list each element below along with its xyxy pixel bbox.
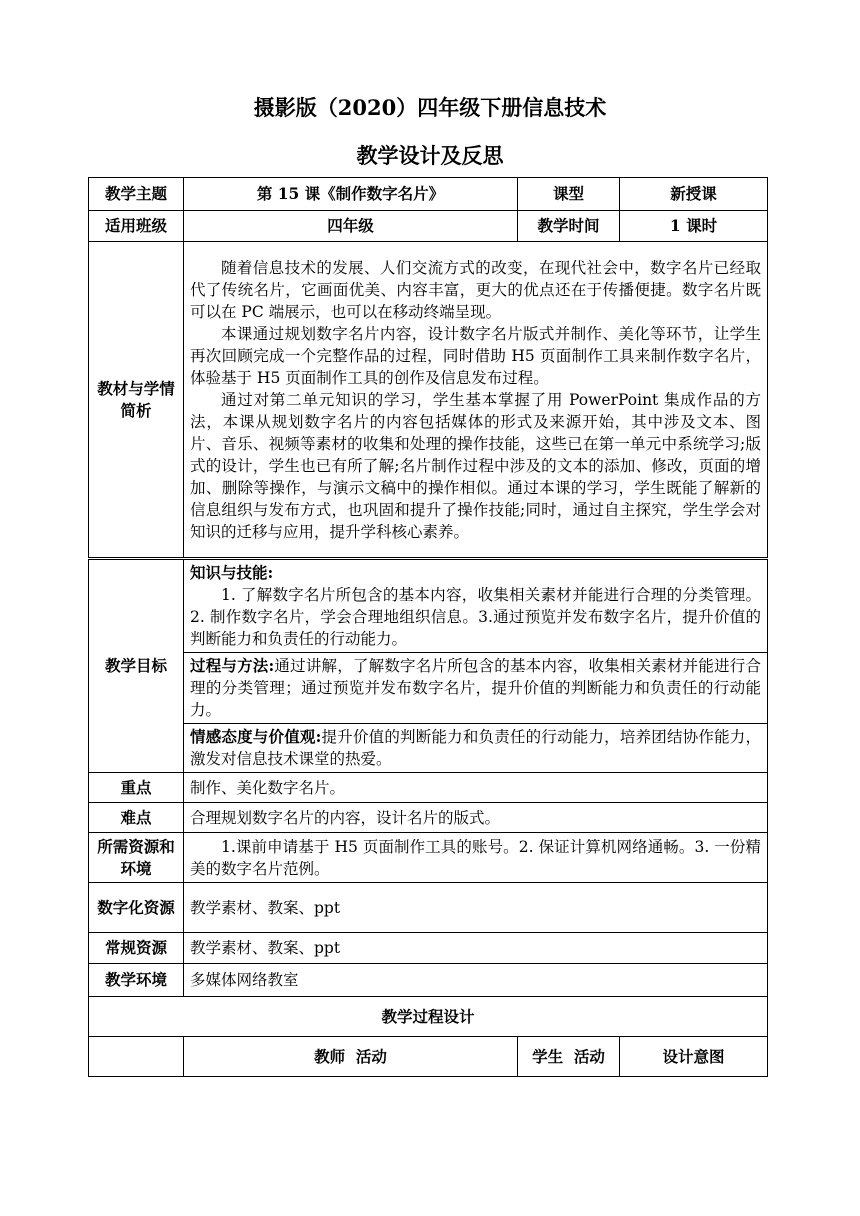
label-class: 适用班级 bbox=[89, 211, 184, 242]
process-student: 学生 活动 bbox=[518, 1037, 620, 1077]
row-goal-knowledge bbox=[89, 559, 768, 653]
value-type: 新授课 bbox=[620, 178, 768, 211]
process-teacher: 教师 活动 bbox=[184, 1037, 518, 1077]
process-blank-cell bbox=[89, 1037, 184, 1077]
row-class bbox=[89, 211, 768, 242]
goal-emotion-text: 提升价值的判断能力和负责任的行动能力，培养团结协作能力，激发对信息技术课堂的热爱。 bbox=[190, 728, 761, 768]
label-digital: 数字化资源 bbox=[89, 883, 184, 933]
row-digital bbox=[89, 883, 768, 933]
label-topic: 教学主题 bbox=[89, 178, 184, 211]
label-regular: 常规资源 bbox=[89, 933, 184, 964]
goal-emotion bbox=[184, 724, 768, 773]
goal-process bbox=[184, 653, 768, 724]
value-time: 1 课时 bbox=[620, 211, 768, 242]
value-key: 制作、美化数字名片。 bbox=[184, 773, 768, 803]
value-digital: 教学素材、教案、ppt bbox=[184, 883, 768, 933]
label-key: 重点 bbox=[89, 773, 184, 803]
value-difficulty: 合理规划数字名片的内容，设计名片的版式。 bbox=[184, 803, 768, 833]
row-topic bbox=[89, 178, 768, 211]
goal-process-title: 过程与方法: bbox=[190, 656, 275, 675]
analysis-paragraph-3: 通过对第二单元知识的学习，学生基本掌握了用 PowerPoint 集成作品的方法，本课从规划数字名片的内容包括媒体的形式及来源开始，其中涉及文本、图片、音乐、视频等素材的收集和处理的操作技能，这些已在第一单元中系统学习;版式的设计，学生也已有所了解;名片制作过程中涉及的文本的添加、修改，页面的增加、删除等操作，与演示文稿中的操作相似。通过本课的学习，学生既能了解新的信息组织与发布方式，也巩固和提升了操作技能;同时，通过自主探究，学生学会对知识的迁移与应用，提升学科核心素养。 bbox=[190, 390, 761, 541]
row-process-title bbox=[89, 997, 768, 1037]
value-topic: 第 15 课《制作数字名片》 bbox=[184, 178, 518, 211]
goal-knowledge bbox=[184, 559, 768, 653]
process-title: 教学过程设计 bbox=[89, 997, 768, 1037]
resources-text: 1.课前申请基于 H5 页面制作工具的账号。2. 保证计算机网络通畅。3. 一份精美的数字名片范例。 bbox=[190, 837, 761, 878]
goal-emotion-title: 情感态度与价值观: bbox=[190, 727, 322, 746]
analysis-paragraph-1: 随着信息技术的发展、人们交流方式的改变，在现代社会中，数字名片已经取代了传统名片，它画面优美、内容丰富，更大的优点还在于传播便捷。数字名片既可以在 PC 端展示，也可以在移动终端呈现。 bbox=[190, 258, 761, 321]
row-key bbox=[89, 773, 768, 803]
document-subtitle: 教学设计及反思 bbox=[356, 143, 504, 168]
label-env: 教学环境 bbox=[89, 964, 184, 997]
label-type: 课型 bbox=[518, 178, 620, 211]
row-process-header bbox=[89, 1037, 768, 1077]
row-resources bbox=[89, 833, 768, 883]
row-env bbox=[89, 964, 768, 997]
label-resources: 所需资源和环境 bbox=[89, 833, 184, 883]
goal-process-text: 通过讲解，了解数字名片所包含的基本内容，收集相关素材并能进行合理的分类管理；通过预览并发布数字名片，提升价值的判断能力和负责任的行动能力。 bbox=[190, 657, 761, 719]
label-goals: 教学目标 bbox=[89, 559, 184, 773]
value-class: 四年级 bbox=[184, 211, 518, 242]
value-regular: 教学素材、教案、ppt bbox=[184, 933, 768, 964]
value-resources bbox=[184, 833, 768, 883]
goal-knowledge-title: 知识与技能: bbox=[190, 563, 274, 582]
lesson-plan-table bbox=[88, 177, 768, 1077]
goal-knowledge-text: 1. 了解数字名片所包含的基本内容，收集相关素材并能进行合理的分类管理。2. 制作数字名片，学会合理地组织信息。3.通过预览并发布数字名片，提升价值的判断能力和负责任的行动能力。 bbox=[190, 586, 761, 648]
row-analysis bbox=[89, 242, 768, 559]
row-goal-process bbox=[89, 653, 768, 724]
analysis-paragraph-2: 本课通过规划数字名片内容，设计数字名片版式并制作、美化等环节，让学生再次回顾完成一个完整作品的过程，同时借助 H5 页面制作工具来制作数字名片，体验基于 H5 页面制作工具的创作及信息发布过程。 bbox=[190, 324, 761, 387]
row-difficulty bbox=[89, 803, 768, 833]
label-difficulty: 难点 bbox=[89, 803, 184, 833]
row-goal-emotion bbox=[89, 724, 768, 773]
row-regular bbox=[89, 933, 768, 964]
label-analysis: 教材与学情简析 bbox=[89, 242, 184, 559]
document-title: 摄影版（2020）四年级下册信息技术 bbox=[253, 95, 607, 120]
process-intent: 设计意图 bbox=[620, 1037, 768, 1077]
value-env: 多媒体网络教室 bbox=[184, 964, 768, 997]
analysis-content bbox=[184, 242, 768, 559]
label-time: 教学时间 bbox=[518, 211, 620, 242]
